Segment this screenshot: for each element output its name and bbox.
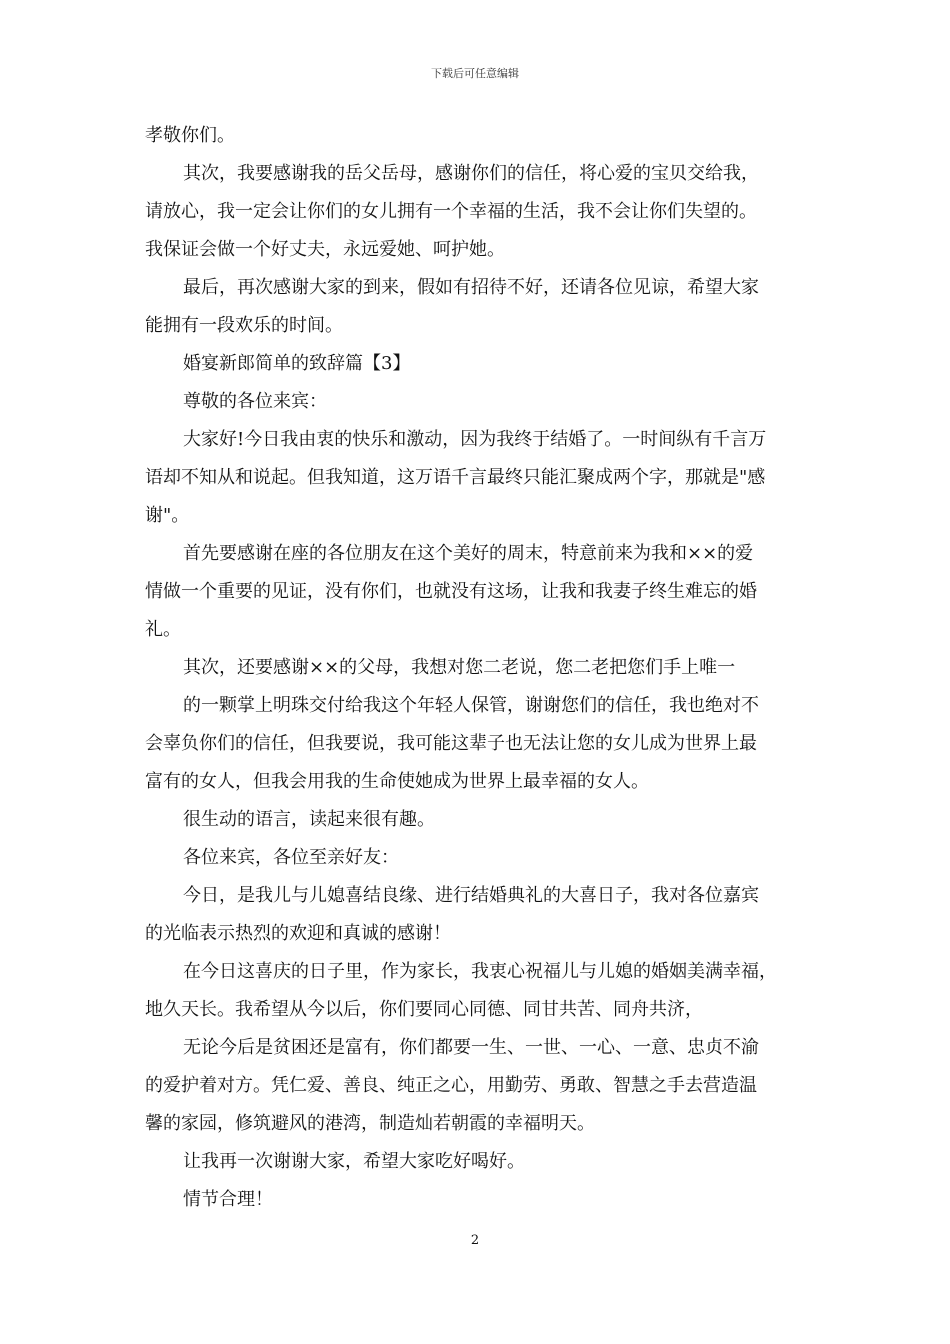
text-line: 最后，再次感谢大家的到来，假如有招待不好，还请各位见谅，希望大家: [183, 277, 759, 298]
text-line: 各位来宾，各位至亲好友：: [183, 847, 399, 868]
text-line: 礼。: [145, 619, 181, 640]
text-line: 孝敬你们。: [145, 125, 235, 146]
text-line: 尊敬的各位来宾：: [183, 391, 327, 412]
text-line: 语却不知从和说起。但我知道，这万语千言最终只能汇聚成两个字，那就是"感: [145, 467, 766, 488]
text-line: 馨的家园，修筑避风的港湾，制造灿若朝霞的幸福明天。: [145, 1113, 595, 1134]
text-line: 会辜负你们的信任，但我要说，我可能这辈子也无法让您的女儿成为世界上最: [145, 733, 757, 754]
text-line: 今日，是我儿与儿媳喜结良缘、进行结婚典礼的大喜日子，我对各位嘉宾: [183, 885, 759, 906]
text-line: 婚宴新郎简单的致辞篇【3】: [183, 353, 411, 374]
text-line: 能拥有一段欢乐的时间。: [145, 315, 343, 336]
page-number: 2: [470, 1233, 480, 1248]
text-line: 其次，我要感谢我的岳父岳母，感谢你们的信任，将心爱的宝贝交给我，: [183, 163, 759, 184]
text-line: 大家好!今日我由衷的快乐和激动，因为我终于结婚了。一时间纵有千言万: [183, 429, 767, 450]
text-line: 让我再一次谢谢大家，希望大家吃好喝好。: [183, 1151, 525, 1172]
text-line: 请放心，我一定会让你们的女儿拥有一个幸福的生活，我不会让你们失望的。: [145, 201, 757, 222]
text-line: 的爱护着对方。凭仁爱、善良、纯正之心，用勤劳、勇敢、智慧之手去营造温: [145, 1075, 757, 1096]
text-line: 的光临表示热烈的欢迎和真诚的感谢！: [145, 923, 451, 944]
text-line: 无论今后是贫困还是富有，你们都要一生、一世、一心、一意、忠贞不渝: [183, 1037, 759, 1058]
text-line: 地久天长。我希望从今以后，你们要同心同德、同甘共苦、同舟共济，: [145, 999, 703, 1020]
text-line: 在今日这喜庆的日子里，作为家长，我衷心祝福儿与儿媳的婚姻美满幸福，: [183, 961, 777, 982]
page-header: 下载后可任意编辑: [431, 67, 519, 80]
text-line: 情做一个重要的见证，没有你们，也就没有这场，让我和我妻子终生难忘的婚: [145, 581, 757, 602]
text-line: 首先要感谢在座的各位朋友在这个美好的周末，特意前来为我和××的爱: [183, 543, 754, 564]
text-line: 我保证会做一个好丈夫，永远爱她、呵护她。: [145, 239, 505, 260]
text-line: 的一颗掌上明珠交付给我这个年轻人保管，谢谢您们的信任，我也绝对不: [183, 695, 759, 716]
text-line: 谢"。: [145, 505, 190, 526]
document-body: [145, 117, 817, 1219]
text-line: 情节合理！: [183, 1189, 273, 1210]
text-line: 很生动的语言，读起来很有趣。: [183, 809, 435, 830]
text-line: 富有的女人，但我会用我的生命使她成为世界上最幸福的女人。: [145, 771, 649, 792]
text-line: 其次，还要感谢××的父母，我想对您二老说，您二老把您们手上唯一: [183, 657, 736, 678]
